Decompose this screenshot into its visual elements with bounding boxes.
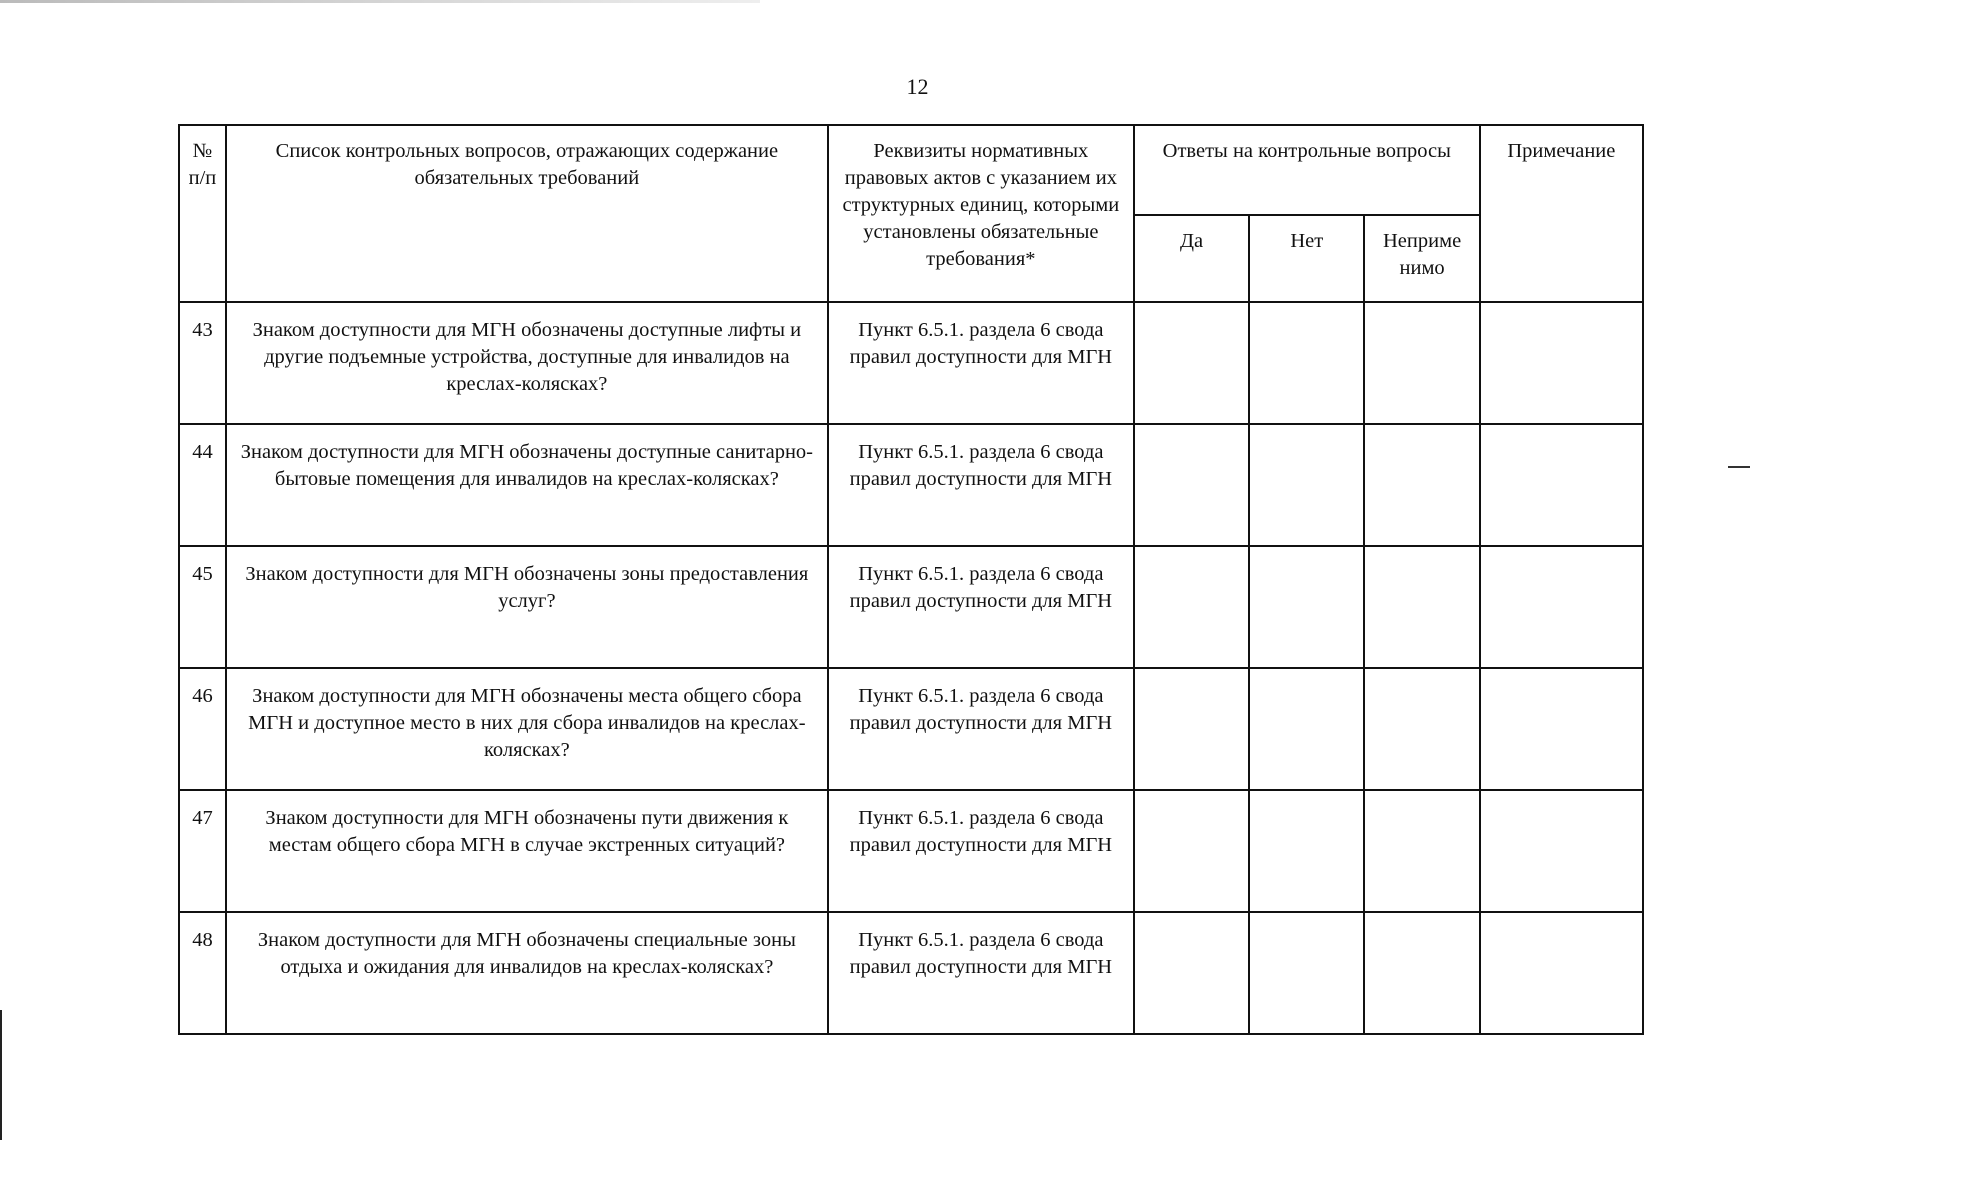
table-row	[179, 668, 1643, 790]
table-row	[179, 790, 1643, 912]
header-note: Примечание	[1480, 125, 1643, 302]
note-cell[interactable]	[1480, 912, 1643, 1034]
row-question: Знаком доступности для МГН обозначены зоны предоставления услуг?	[226, 546, 828, 668]
note-cell[interactable]	[1480, 546, 1643, 668]
answer-not-applicable-cell[interactable]	[1364, 424, 1479, 546]
scan-edge-line	[0, 0, 760, 3]
answer-yes-cell[interactable]	[1134, 302, 1249, 424]
row-question: Знаком доступности для МГН обозначены пути движения к местам общего сбора МГН в случае экстренных ситуаций?	[226, 790, 828, 912]
row-question: Знаком доступности для МГН обозначены доступные лифты и другие подъемные устройства, доступные для инвалидов на креслах-колясках?	[226, 302, 828, 424]
note-cell[interactable]	[1480, 790, 1643, 912]
answer-no-cell[interactable]	[1249, 424, 1364, 546]
checklist-table	[178, 124, 1644, 1035]
row-reference: Пункт 6.5.1. раздела 6 свода правил доступности для МГН	[828, 302, 1134, 424]
row-number: 48	[179, 912, 226, 1034]
answer-yes-cell[interactable]	[1134, 546, 1249, 668]
answer-yes-cell[interactable]	[1134, 790, 1249, 912]
margin-dash-mark	[1728, 466, 1750, 468]
row-number: 44	[179, 424, 226, 546]
header-not-applicable: Неприме нимо	[1364, 215, 1479, 302]
answer-not-applicable-cell[interactable]	[1364, 546, 1479, 668]
table-row	[179, 302, 1643, 424]
row-reference: Пункт 6.5.1. раздела 6 свода правил доступности для МГН	[828, 424, 1134, 546]
answer-no-cell[interactable]	[1249, 790, 1364, 912]
table-row	[179, 546, 1643, 668]
header-num: № п/п	[179, 125, 226, 302]
header-question: Список контрольных вопросов, отражающих содержание обязательных требований	[226, 125, 828, 302]
answer-not-applicable-cell[interactable]	[1364, 790, 1479, 912]
answer-yes-cell[interactable]	[1134, 424, 1249, 546]
answer-yes-cell[interactable]	[1134, 912, 1249, 1034]
answer-no-cell[interactable]	[1249, 302, 1364, 424]
row-question: Знаком доступности для МГН обозначены места общего сбора МГН и доступное место в них для сбора инвалидов на креслах-колясках?	[226, 668, 828, 790]
answer-no-cell[interactable]	[1249, 912, 1364, 1034]
answer-yes-cell[interactable]	[1134, 668, 1249, 790]
row-reference: Пункт 6.5.1. раздела 6 свода правил доступности для МГН	[828, 912, 1134, 1034]
header-requisites	[828, 125, 1134, 302]
row-number: 45	[179, 546, 226, 668]
scan-left-edge-mark	[0, 1010, 2, 1140]
row-reference: Пункт 6.5.1. раздела 6 свода правил доступности для МГН	[828, 790, 1134, 912]
row-question: Знаком доступности для МГН обозначены специальные зоны отдыха и ожидания для инвалидов на креслах-колясках?	[226, 912, 828, 1034]
answer-not-applicable-cell[interactable]	[1364, 668, 1479, 790]
header-no: Нет	[1249, 215, 1364, 302]
row-number: 46	[179, 668, 226, 790]
note-cell[interactable]	[1480, 668, 1643, 790]
note-cell[interactable]	[1480, 424, 1643, 546]
header-yes: Да	[1134, 215, 1249, 302]
header-requisites-text: Реквизиты нормативных правовых актов с указанием их структурных единиц, которыми установлены обязательные требования*	[842, 140, 1120, 271]
answer-no-cell[interactable]	[1249, 668, 1364, 790]
row-reference: Пункт 6.5.1. раздела 6 свода правил доступности для МГН	[828, 546, 1134, 668]
answer-no-cell[interactable]	[1249, 546, 1364, 668]
table-row	[179, 424, 1643, 546]
note-cell[interactable]	[1480, 302, 1643, 424]
answer-not-applicable-cell[interactable]	[1364, 912, 1479, 1034]
answer-not-applicable-cell[interactable]	[1364, 302, 1479, 424]
row-number: 43	[179, 302, 226, 424]
header-answers: Ответы на контрольные вопросы	[1134, 125, 1480, 215]
row-reference: Пункт 6.5.1. раздела 6 свода правил доступности для МГН	[828, 668, 1134, 790]
table-row	[179, 912, 1643, 1034]
row-question: Знаком доступности для МГН обозначены доступные санитарно-бытовые помещения для инвалидов на креслах-колясках?	[226, 424, 828, 546]
row-number: 47	[179, 790, 226, 912]
page-number: 12	[906, 74, 929, 99]
